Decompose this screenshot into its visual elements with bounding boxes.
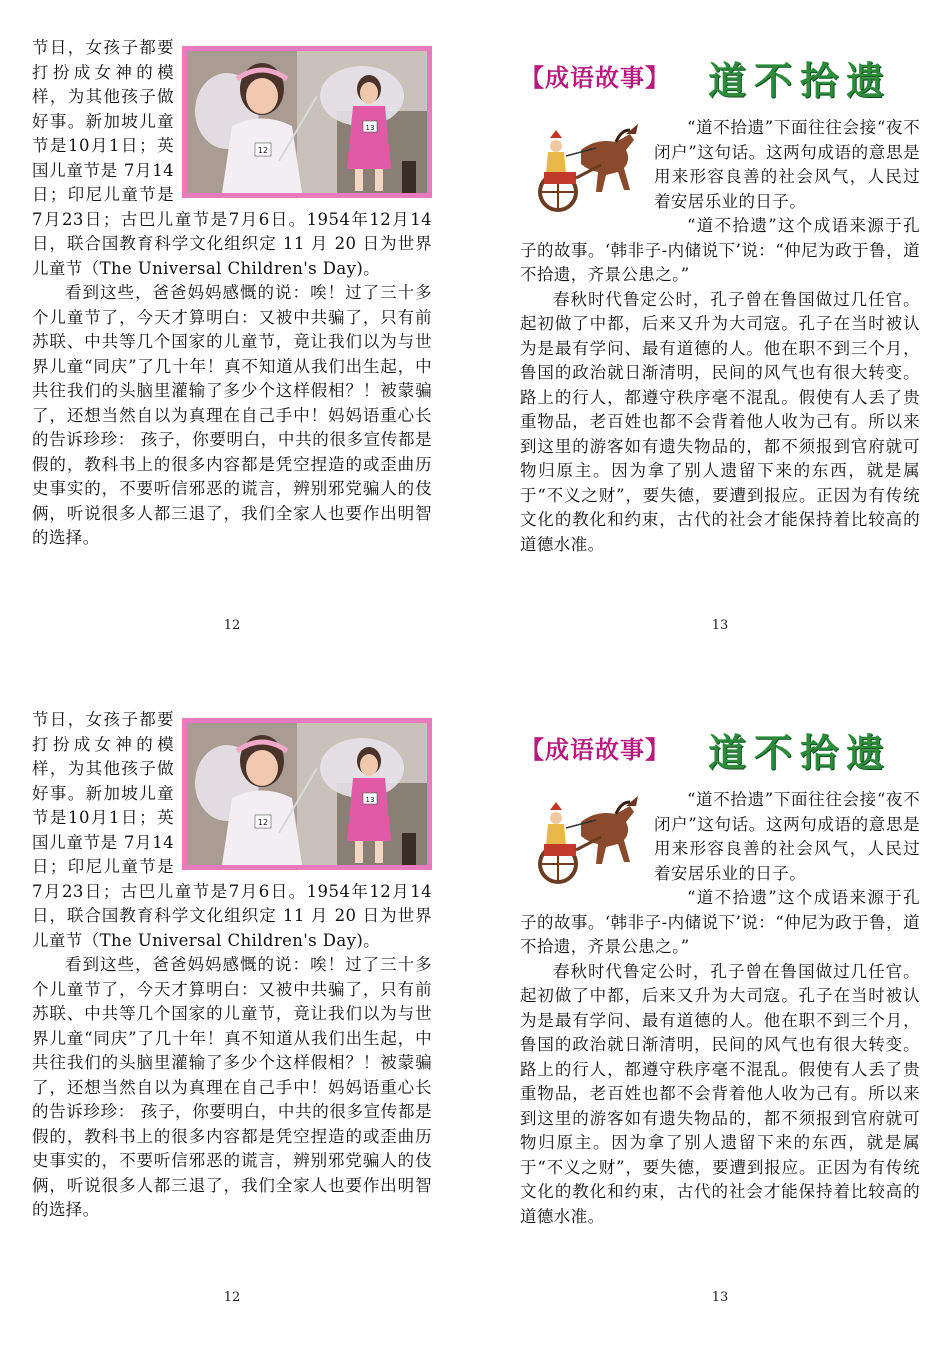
children-costume-photo (182, 46, 432, 198)
idiom-header (520, 722, 920, 782)
page-number: 12 (223, 618, 241, 633)
idiom-story-tag: 【成语故事】 (520, 64, 670, 92)
idiom-paragraph-1: “道不拾遗”下面往往会接“夜不闭户”这句话。这两句成语的意思是用来形容良善的社会风气，人民过着安居乐业的日子。 (654, 118, 920, 211)
children-costume-photo (182, 718, 432, 870)
idiom-paragraph-1: “道不拾遗”下面往往会接“夜不闭户”这句话。这两句成语的意思是用来形容良善的社会风气，人民过着安居乐业的日子。 (654, 790, 920, 883)
badge-number-right: 13 (365, 796, 375, 804)
horse-chariot-icon (526, 792, 644, 892)
spread-2 (0, 672, 950, 1344)
page-number: 12 (223, 1290, 241, 1305)
left-paragraph-1: 节日，女孩子都要打扮成女神的模样，为其他孩子做好事。新加坡儿童节是10月1日；英国儿童节是 7月14日；印尼儿童节是7月23日；古巴儿童节是7月6日。1954年12月14日，联合国教育科学文化组织定 11 月 20 日为世界儿童节（The Universal Children's Day)。 (32, 710, 432, 950)
idiom-paragraph-3: 春秋时代鲁定公时，孔子曾在鲁国做过几任官。起初做了中都，后来又升为大司寇。孔子在当时被认为是最有学问、最有道德的人。他在职不到三个月，鲁国的政治就日渐清明，民间的风气也有很大转变。路上的行人，都遵守秩序毫不混乱。假使有人丢了贵重物品，老百姓也都不会背着他人收为己有。所以来到这里的游客如有遗失物品的，都不须报到官府就可物归原主。因为拿了别人遗留下来的东西，就是属于“不义之财”，要失德，要遭到报应。正因为有传统文化的教化和约束，古代的社会才能保持着比较高的道德水准。 (520, 961, 920, 1226)
idiom-header (520, 50, 920, 110)
page-number: 13 (711, 1290, 729, 1305)
left-paragraph-2: 看到这些，爸爸妈妈感慨的说：唉！过了三十多个儿童节了，今天才算明白：又被中共骗了，只有前苏联、中共等几个国家的儿童节，竟让我们以为与世界儿童“同庆”了几十年！真不知道从我们出生起，中共往我们的头脑里灌输了多少个这样假相？！被蒙骗了，还想当然自以为真理在自己手中！妈妈语重心长的告诉珍珍： 孩子，你要明白，中共的很多宣传都是假的，教科书上的很多内容都是凭空捏造的或歪曲历史事实的，不要听信邪恶的谎言，辨别邪党骗人的伎俩，听说很多人都三退了，我们全家人也要作出明智的选择。 (32, 955, 432, 1219)
left-paragraph-1: 节日，女孩子都要打扮成女神的模样，为其他孩子做好事。新加坡儿童节是10月1日；英国儿童节是 7月14日；印尼儿童节是7月23日；古巴儿童节是7月6日。1954年12月14日，联合国教育科学文化组织定 11 月 20 日为世界儿童节（The Universal Children's Day)。 (32, 38, 432, 278)
photo-illustration (187, 723, 427, 865)
idiom-title: 道不拾遗 (708, 59, 893, 103)
page-12 (32, 0, 432, 672)
spread-1 (0, 0, 950, 672)
idiom-paragraph-3: 春秋时代鲁定公时，孔子曾在鲁国做过几任官。起初做了中都，后来又升为大司寇。孔子在当时被认为是最有学问、最有道德的人。他在职不到三个月，鲁国的政治就日渐清明，民间的风气也有很大转变。路上的行人，都遵守秩序毫不混乱。假使有人丢了贵重物品，老百姓也都不会背着他人收为己有。所以来到这里的游客如有遗失物品的，都不须报到官府就可物归原主。因为拿了别人遗留下来的东西，就是属于“不义之财”，要失德，要遭到报应。正因为有传统文化的教化和约束，古代的社会才能保持着比较高的道德水准。 (520, 289, 920, 554)
page-12 (32, 672, 432, 1344)
idiom-paragraph-2: “道不拾遗”这个成语来源于孔子的故事。‘韩非子-内储说下’说：“仲尼为政于鲁，道不拾遗，齐景公患之。” (520, 888, 920, 956)
page-13 (520, 0, 920, 672)
page-number: 13 (711, 618, 729, 633)
badge-number-right: 13 (365, 124, 375, 132)
photo-illustration (187, 51, 427, 193)
idiom-title: 道不拾遗 (708, 731, 893, 775)
badge-number-left: 12 (257, 818, 269, 827)
badge-number-left: 12 (257, 146, 269, 155)
horse-chariot-icon (526, 120, 644, 220)
idiom-story-tag: 【成语故事】 (520, 736, 670, 764)
left-paragraph-2: 看到这些，爸爸妈妈感慨的说：唉！过了三十多个儿童节了，今天才算明白：又被中共骗了，只有前苏联、中共等几个国家的儿童节，竟让我们以为与世界儿童“同庆”了几十年！真不知道从我们出生起，中共往我们的头脑里灌输了多少个这样假相？！被蒙骗了，还想当然自以为真理在自己手中！妈妈语重心长的告诉珍珍： 孩子，你要明白，中共的很多宣传都是假的，教科书上的很多内容都是凭空捏造的或歪曲历史事实的，不要听信邪恶的谎言，辨别邪党骗人的伎俩，听说很多人都三退了，我们全家人也要作出明智的选择。 (32, 283, 432, 547)
idiom-paragraph-2: “道不拾遗”这个成语来源于孔子的故事。‘韩非子-内储说下’说：“仲尼为政于鲁，道不拾遗，齐景公患之。” (520, 216, 920, 284)
page-13 (520, 672, 920, 1344)
